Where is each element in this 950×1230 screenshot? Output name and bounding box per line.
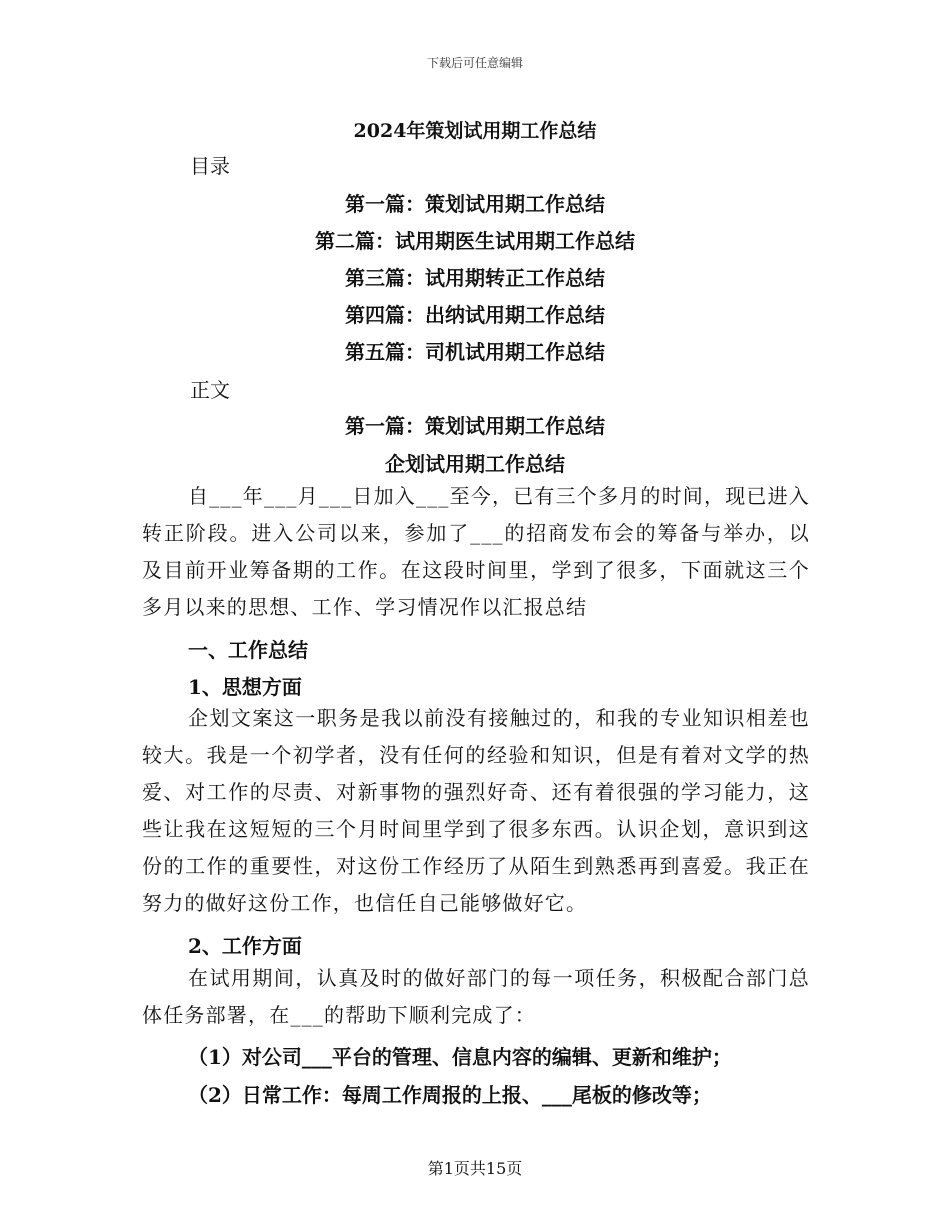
toc-item-4: 第四篇：出纳试用期工作总结 bbox=[345, 303, 605, 327]
body-label: 正文 bbox=[190, 378, 230, 402]
work-paragraph: 在试用期间，认真及时的做好部门的每一项任务，积极配合部门总体任务部署，在___的帮助下顺利完成了： bbox=[142, 966, 810, 1027]
section-subtitle: 企划试用期工作总结 bbox=[385, 452, 565, 476]
header-note: 下载后可任意编辑 bbox=[426, 56, 523, 70]
toc-item-2: 第二篇：试用期医生试用期工作总结 bbox=[315, 229, 635, 253]
toc-item-1: 第一篇：策划试用期工作总结 bbox=[345, 192, 605, 216]
heading-thought: 1、思想方面 bbox=[188, 675, 302, 699]
heading-work: 2、工作方面 bbox=[188, 934, 302, 958]
toc-label: 目录 bbox=[190, 154, 230, 178]
heading-work-summary: 一、工作总结 bbox=[188, 638, 308, 662]
intro-paragraph: 自___年___月___日加入___至今，已有三个多月的时间，现已进入转正阶段。进入公司以来，参加了___的招商发布会的筹备与举办，以及目前开业筹备期的工作。在这段时间里，学到了很多，下面就这三个多月以来的思想、工作、学习情况作以汇报总结 bbox=[142, 484, 810, 619]
section-title: 第一篇：策划试用期工作总结 bbox=[345, 414, 605, 438]
document-title: 2024年策划试用期工作总结 bbox=[353, 120, 597, 142]
page-indicator: 第1页共15页 bbox=[427, 1159, 523, 1178]
list-item-1: （1）对公司___平台的管理、信息内容的编辑、更新和维护； bbox=[188, 1045, 732, 1069]
toc-item-3: 第三篇：试用期转正工作总结 bbox=[345, 266, 605, 290]
thought-paragraph: 企划文案这一职务是我以前没有接触过的，和我的专业知识相差也较大。我是一个初学者，没有任何的经验和知识，但是有着对文学的热爱、对工作的尽责、对新事物的强烈好奇、还有着很强的学习能力，这些让我在这短短的三个月时间里学到了很多东西。认识企划，意识到这份的工作的重要性，对这份工作经历了从陌生到熟悉再到喜爱。我正在努力的做好这份工作，也信任自己能够做好它。 bbox=[142, 706, 810, 915]
list-item-2: （2）日常工作：每周工作周报的上报、___尾板的修改等； bbox=[188, 1083, 712, 1107]
toc-item-5: 第五篇：司机试用期工作总结 bbox=[345, 340, 605, 364]
